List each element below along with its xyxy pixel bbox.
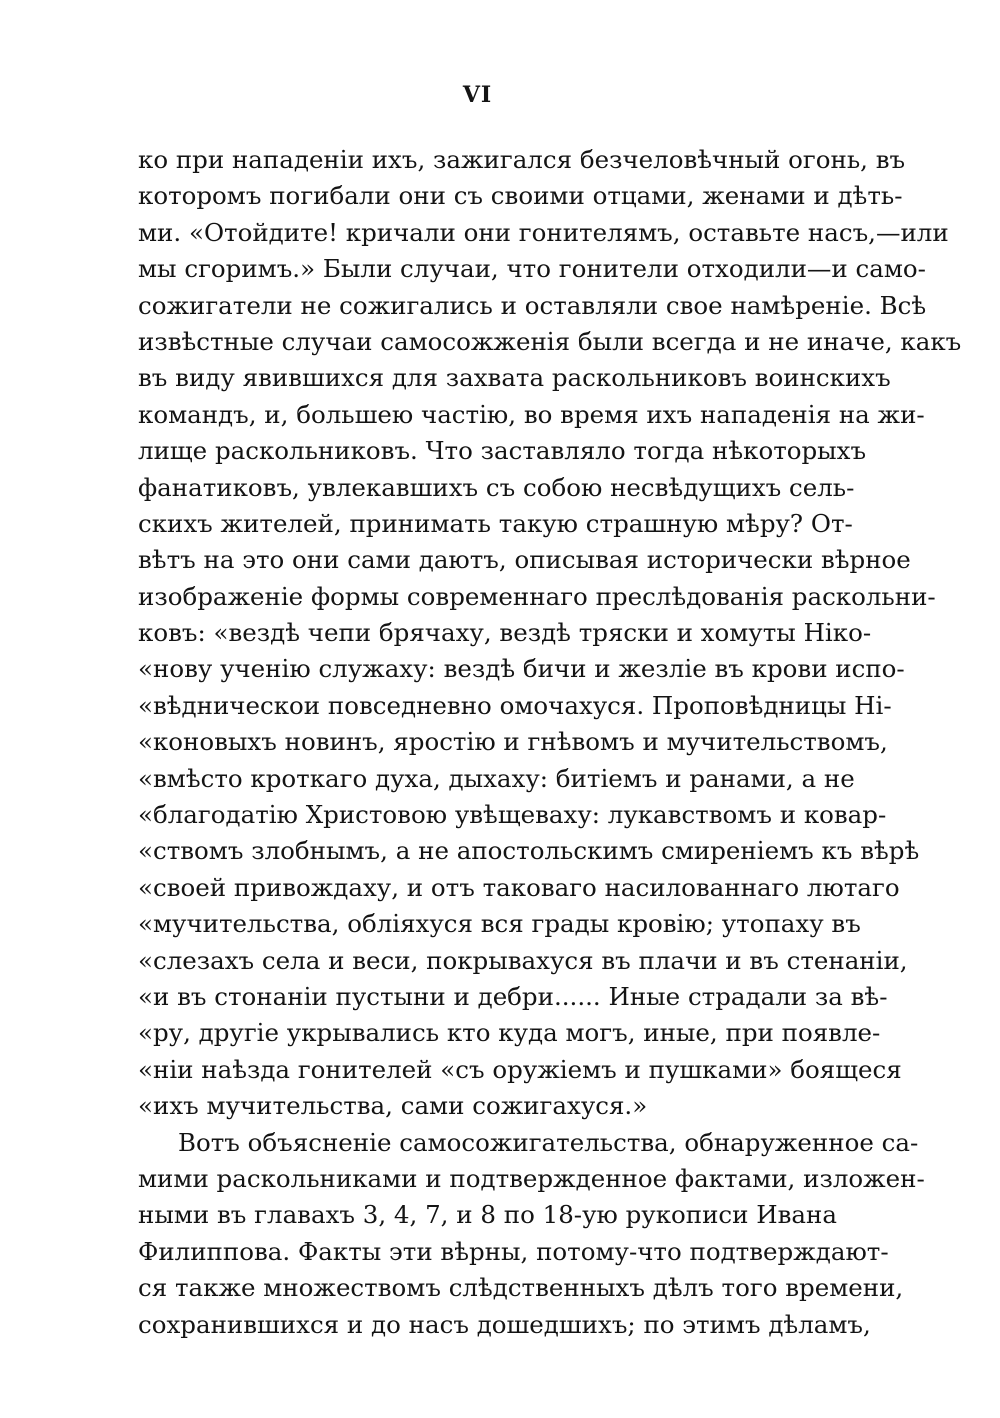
text-line: ными въ главахъ 3, 4, 7, и 8 по 18-ую рукописи Ивана (138, 1200, 837, 1230)
text-line: «вмѣсто кроткаго духа, дыхаху: битіемъ и ранами, а не (138, 763, 855, 793)
text-line: командъ, и, большею частію, во время ихъ нападенія на жи- (138, 399, 925, 429)
text-line: «коновыхъ новинъ, яростію и гнѣвомъ и мучительствомъ, (138, 727, 888, 757)
text-line: ковъ: «вездѣ чепи брячаху, вездѣ тряски и хомуты Ніко- (138, 618, 872, 648)
text-line: лище раскольниковъ. Что заставляло тогда нѣкоторыхъ (138, 436, 867, 466)
body-text (138, 142, 962, 1343)
text-line: сохранившихся и до насъ дошедшихъ; по этимъ дѣламъ, (138, 1309, 871, 1339)
text-line: «своей привождаху, и отъ таковаго насилованнаго лютаго (138, 872, 900, 902)
text-line: «мучительства, обліяхуся вся грады кровію; утопаху въ (138, 909, 861, 939)
paragraph-1 (138, 142, 962, 1125)
text-line: скихъ жителей, принимать такую страшную мѣру? От- (138, 508, 853, 538)
text-line: «вѣдническои повседневно омочахуся. Проповѣдницы Ні- (138, 690, 892, 720)
text-line: «нову ученію служаху: вездѣ бичи и жезліе въ крови испо- (138, 654, 905, 684)
text-line: мими раскольниками и подтвержденное фактами, изложен- (138, 1163, 925, 1193)
text-line: мы сгоримъ.» Были случаи, что гонители отходили—и само- (138, 254, 926, 284)
text-line: «ствомъ злобнымъ, а не апостольскимъ смиреніемъ къ вѣрѣ (138, 836, 920, 866)
text-line: ко при нападеніи ихъ, зажигался безчеловѣчный огонь, въ (138, 145, 906, 174)
text-line: извѣстные случаи самосожженія были всегда и не иначе, какъ (138, 326, 962, 356)
text-line: въ виду явившихся для захвата раскольниковъ воинскихъ (138, 363, 891, 393)
text-line: вѣтъ на это они сами даютъ, описывая исторически вѣрное (138, 545, 911, 575)
text-line: ся также множествомъ слѣдственныхъ дѣлъ того времени, (138, 1273, 904, 1303)
text-line: ми. «Отойдите! кричали они гонителямъ, оставьте насъ,—или (138, 217, 949, 247)
text-line: «ихъ мучительства, сами сожигахуся.» (138, 1091, 648, 1121)
text-line: «и въ стонаніи пустыни и дебри...... Иные страдали за вѣ- (138, 981, 888, 1011)
paragraph-2 (138, 1125, 925, 1343)
text-line: Вотъ объясненіе самосожигательства, обнаруженное са- (178, 1127, 919, 1157)
text-line: «слезахъ села и веси, покрывахуся въ плачи и въ стенаніи, (138, 945, 908, 975)
text-line: «ру, другіе укрывались кто куда могъ, иные, при появле- (138, 1018, 881, 1048)
text-line: «благодатію Христовою увѣщеваху: лукавствомъ и ковар- (138, 800, 887, 830)
text-line: «ніи наѣзда гонителей «съ оружіемъ и пушками» боящеся (138, 1054, 902, 1084)
text-line: фанатиковъ, увлекавшихъ съ собою несвѣдущихъ сель- (138, 472, 855, 502)
text-line: сожигатели не сожигались и оставляли свое намѣреніе. Всѣ (138, 290, 927, 320)
text-line: которомъ погибали они съ своими отцами, женами и дѣть- (138, 181, 903, 211)
text-line: Филиппова. Факты эти вѣрны, потому-что подтверждают- (138, 1236, 889, 1266)
page-number: VI (462, 82, 493, 108)
text-line: изображеніе формы современнаго преслѣдованія раскольни- (138, 581, 936, 611)
